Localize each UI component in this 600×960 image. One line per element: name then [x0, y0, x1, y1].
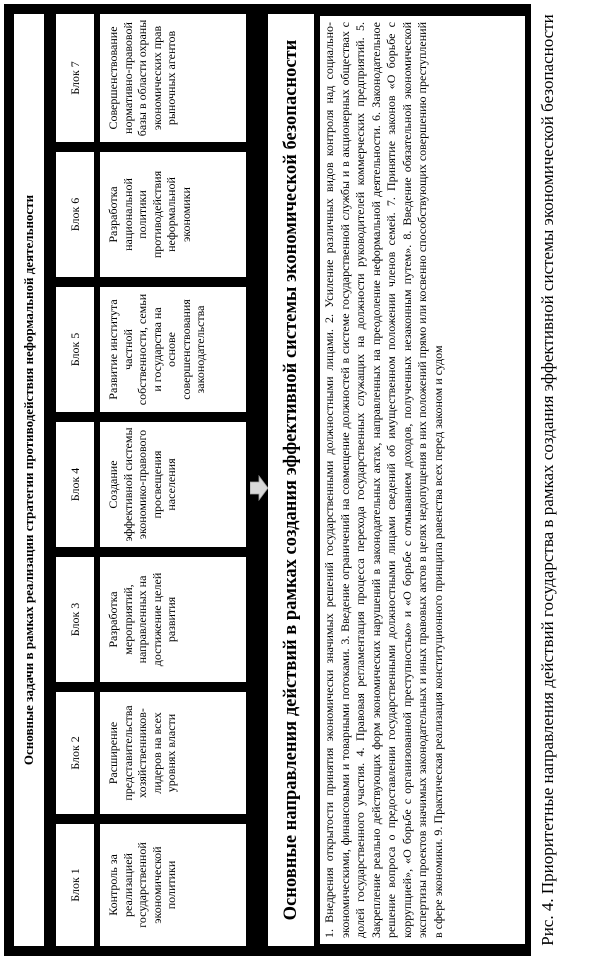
diagram-frame — [4, 4, 531, 956]
block-3-text: Разработка мероприятий, направленных на достижение целей развития — [100, 557, 246, 682]
block-7-title: Блок 7 — [56, 14, 94, 142]
block-1-text: Контроль за реализацией государственной экономической политики — [100, 824, 246, 946]
tasks-header: Основные задачи в рамках реализации стратегии противодействия неформальной деятельности — [14, 14, 44, 946]
block-4-title: Блок 4 — [56, 422, 94, 547]
block-4-text: Создание эффективной системы экономико-правового просвещения населения — [100, 422, 246, 547]
block-5-title: Блок 5 — [56, 287, 94, 412]
down-arrow-icon — [250, 475, 268, 501]
block-2-text: Расширение представительства хозяйственников-лидеров на всех уровнях власти — [100, 692, 246, 814]
block-5-text: Развитие института частной собственности, семьи и государства на основе совершенствования законодательства — [100, 287, 246, 412]
block-7-text: Совершенствование нормативно-правовой базы в области охраны экономических прав рыночных агентов — [100, 14, 246, 142]
figure-caption: Рис. 4. Приоритетные направления действий государства в рамках создания эффективной системы экономической безопасности — [538, 14, 557, 946]
measures-list: 1. Внедрения открытости принятия экономически значимых решений государственными должностными лицами. 2. Усиление различных видов контроля над социально-экономическими, финансовыми и товарными потоками. 3. Введение ограничений на совмещение должностей в системе государственной службы и в акционерных обществах с долей государственного участия. 4. Правовая регламентация процесса перехода государственных служащих на должности руководителей коммерческих предприятий. 5. Закрепление реально действующих форм экономических нарушений в законодательных актах, направленных на преодоление неформальной деятельности. 6. Законодательное решение вопроса о предоставлении государственными должностными лицами сведений об имущественном положении членов семей. 7. Принятие законов «О борьбе с коррупцией», «О борьбе с организованной преступностью» и «О борьбе с отмыванием доходов, полученных незаконным путем». 8. Введение обязательной экономической экспертизы проектов значимых законодательных и иных правовых актов в целях недопущения в них положений прямо или косвенно способствующих совершению преступлений в сфере экономики. 9. Практическая реализация конституционного принципа равенства всех перед законом и судом — [320, 16, 525, 944]
block-2-title: Блок 2 — [56, 692, 94, 814]
block-6-title: Блок 6 — [56, 152, 94, 277]
block-3-title: Блок 3 — [56, 557, 94, 682]
block-6-text: Разработка национальной политики противодействия неформальной экономики — [100, 152, 246, 277]
directions-title: Основные направления действий в рамках создания эффективной системы экономической безопасности — [268, 14, 314, 946]
block-1-title: Блок 1 — [56, 824, 94, 946]
